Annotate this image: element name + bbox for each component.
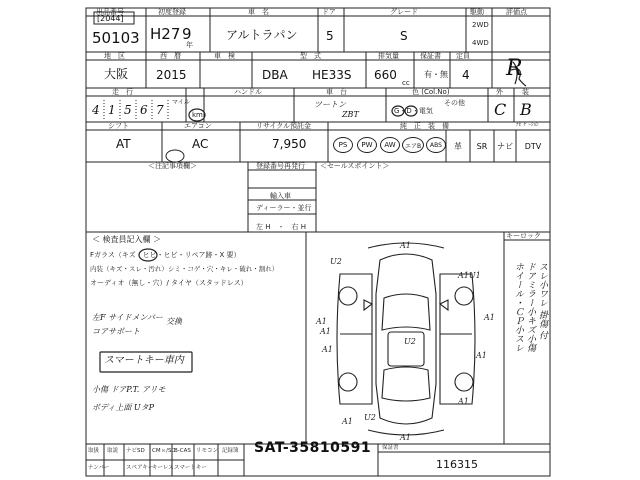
equip-sunroof: SR bbox=[476, 141, 488, 151]
label-district: 地 区 bbox=[104, 52, 125, 60]
mark-a1-left1: A1 bbox=[316, 317, 327, 326]
year-value: 2015 bbox=[156, 68, 187, 82]
footer-label-4: CMｓ/SD bbox=[152, 448, 176, 454]
mileage-digit-3: 5 bbox=[124, 103, 132, 117]
car-name: アルトラパン bbox=[226, 28, 298, 42]
footer-label-2: 取説 bbox=[107, 448, 119, 454]
score-value: R bbox=[506, 56, 523, 81]
equip-aw: AW bbox=[380, 137, 400, 153]
label-grade: グレード bbox=[390, 8, 418, 16]
label-auction-no: 出品番号 bbox=[96, 8, 124, 16]
model-code: HE33S bbox=[312, 68, 352, 82]
district-value: 大阪 bbox=[104, 67, 129, 81]
first-reg-month: 9 bbox=[182, 25, 192, 43]
door-count: 5 bbox=[326, 29, 334, 43]
footer-label-12: スマートキー bbox=[174, 465, 207, 471]
label-warranty: 保証書 bbox=[420, 52, 441, 60]
label-recycle: リサイクル預託金 bbox=[256, 122, 312, 130]
first-reg-era: H27 bbox=[150, 25, 181, 43]
label-dealer: ディーラー・並行 bbox=[256, 204, 312, 212]
footer-label-8: 保証書 bbox=[382, 445, 399, 451]
label-car-name: 車 名 bbox=[248, 8, 269, 16]
sheet-stamp-id: SAT-35810591 bbox=[254, 440, 372, 456]
mileage-digit-4: 6 bbox=[140, 103, 148, 117]
warranty-status: 有・無 bbox=[424, 70, 448, 79]
handwritten-note-1c: 交換 bbox=[166, 317, 182, 326]
equip-abs: ABS bbox=[426, 137, 446, 153]
mileage-digit-5: 7 bbox=[156, 103, 164, 117]
label-cc: 排気量 bbox=[378, 52, 399, 60]
label-shaken: 車 検 bbox=[214, 52, 235, 60]
mark-u2-roof: U2 bbox=[404, 337, 416, 346]
label-model: 型 式 bbox=[300, 52, 321, 60]
label-capacity: 定員 bbox=[456, 52, 470, 60]
mark-a1-left2: A1 bbox=[320, 327, 331, 336]
label-eval: 評価点 bbox=[506, 8, 527, 16]
label-color: 色 (Col.No) bbox=[412, 88, 450, 96]
mark-a1-front: A1 bbox=[400, 241, 411, 250]
footer-label-1: 取扱 bbox=[88, 448, 100, 454]
interior-grade: B bbox=[520, 100, 532, 119]
footer-label-6: リモコン bbox=[196, 448, 219, 454]
footer-label-7: 記録簿 bbox=[222, 448, 239, 454]
handwritten-note-1: 左F サイドメンバー bbox=[92, 313, 163, 322]
side-note-1: ホイール・ＣＰ小スレ bbox=[513, 262, 523, 352]
smart-key-note: スマートキー車内 bbox=[104, 355, 184, 366]
serial-number: 116315 bbox=[436, 458, 478, 471]
shift-value: AT bbox=[116, 137, 131, 151]
equip-dtv: DTV bbox=[524, 141, 542, 151]
color-text: ツートン bbox=[314, 100, 346, 109]
equip-airbag: エアB bbox=[402, 137, 424, 153]
mileage-unit: マイル bbox=[172, 99, 190, 106]
car-damage-diagram bbox=[308, 234, 504, 444]
handwritten-note-1b: コアサポート bbox=[92, 327, 140, 336]
equip-leather: 革 bbox=[454, 141, 462, 151]
label-handle: ハンドル bbox=[234, 88, 262, 96]
mark-a1-left3: A1 bbox=[322, 345, 333, 354]
mark-u2-fl: U2 bbox=[330, 257, 342, 266]
mark-a1-rr: A1 bbox=[458, 397, 469, 406]
mark-u2-rear: U2 bbox=[364, 413, 376, 422]
drive-4wd: 4WD bbox=[472, 39, 489, 47]
label-hand: 左 H ・ 右 H bbox=[256, 223, 306, 231]
label-door: ドア bbox=[322, 8, 336, 16]
mileage-km: km bbox=[192, 111, 203, 119]
footer-label-11: キーレス bbox=[152, 465, 174, 471]
color-type: G・D・電気 bbox=[394, 107, 433, 115]
mileage-digit-2: 1 bbox=[108, 103, 116, 117]
equip-pw: PW bbox=[357, 137, 377, 153]
label-reg-no: 登録番号再発行 bbox=[256, 162, 305, 170]
cc-unit: cc bbox=[402, 79, 410, 87]
footer-label-9: ナンバー bbox=[88, 465, 110, 471]
year-suffix: 年 bbox=[186, 41, 193, 49]
equip-navi: ナビ bbox=[497, 141, 513, 151]
mark-a1-right2: A1 bbox=[476, 351, 487, 360]
footer-label-3: ナビSD bbox=[126, 448, 145, 454]
label-year: 西 暦 bbox=[160, 52, 181, 60]
label-mileage: 走 行 bbox=[112, 88, 133, 96]
grade-value: S bbox=[400, 29, 408, 43]
label-frame: 車 台 bbox=[326, 88, 347, 96]
side-note-3: スレ小ワレ 掛傷 付 bbox=[537, 262, 547, 340]
mark-a1-right1: A1 bbox=[484, 313, 495, 322]
label-first-reg: 初度登録 bbox=[158, 8, 186, 16]
aircon-value: AC bbox=[192, 137, 209, 151]
footer-label-10: スペアキー bbox=[126, 465, 154, 471]
color-type-other: その他 bbox=[444, 99, 465, 107]
label-equipment: 純 正 装 備 bbox=[400, 122, 449, 130]
label-exterior: 外 bbox=[496, 88, 503, 96]
label-navi-col: ﾅﾋﾞｹﾞｰｼｮﾝ bbox=[516, 122, 539, 128]
label-aircon: エアコン bbox=[184, 122, 212, 130]
inspector-line-glass: Fガラス（キズ・ヒビ・ヒビ・リペア跡・X 要） bbox=[90, 251, 241, 259]
label-sales: ＜セールスポイント＞ bbox=[320, 162, 390, 170]
recycle-fee: 7,950 bbox=[272, 137, 307, 151]
lot-prefix: [2044] bbox=[97, 14, 124, 23]
model-prefix: DBA bbox=[262, 68, 288, 82]
label-imported: 輸入車 bbox=[270, 192, 291, 200]
label-shift: シフト bbox=[108, 122, 129, 130]
drive-2wd: 2WD bbox=[472, 21, 489, 29]
displacement-value: 660 bbox=[374, 68, 397, 82]
color-code: ZBT bbox=[342, 110, 359, 119]
handwritten-note-3: ボディ上面 UタP bbox=[92, 403, 155, 412]
equip-ps: PS bbox=[333, 137, 353, 153]
side-note-2: ドアミラー小キズ小傷 bbox=[525, 262, 535, 352]
label-drive: 駆動 bbox=[470, 8, 484, 16]
exterior-grade: C bbox=[494, 100, 507, 119]
handwritten-note-2: 小傷 ドアP.T. アリモ bbox=[92, 385, 166, 394]
mark-a1-rear: A1 bbox=[400, 433, 411, 442]
footer-label-5: B-CAS bbox=[174, 448, 191, 454]
mark-a1-rl: A1 bbox=[342, 417, 353, 426]
inspector-line-audio: オーディオ（無し・穴）/ タイヤ（スタッドレス） bbox=[90, 279, 248, 287]
mileage-digit-1: 4 bbox=[92, 103, 100, 117]
label-inspector: ＜ 検査員記入欄 ＞ bbox=[92, 235, 162, 244]
seats-value: 4 bbox=[462, 68, 470, 82]
label-key-lock: キーロック bbox=[506, 232, 541, 240]
mark-a1u1-right: A1U1 bbox=[458, 271, 481, 280]
label-interior: 装 bbox=[522, 88, 529, 96]
inspector-line-interior: 内装（キズ・スレ・汚れ）シミ・コゲ・穴・キレ・破れ・割れ） bbox=[90, 265, 279, 273]
lot-number: 50103 bbox=[92, 29, 140, 47]
label-notes: ＜注記事項欄＞ bbox=[148, 162, 197, 170]
